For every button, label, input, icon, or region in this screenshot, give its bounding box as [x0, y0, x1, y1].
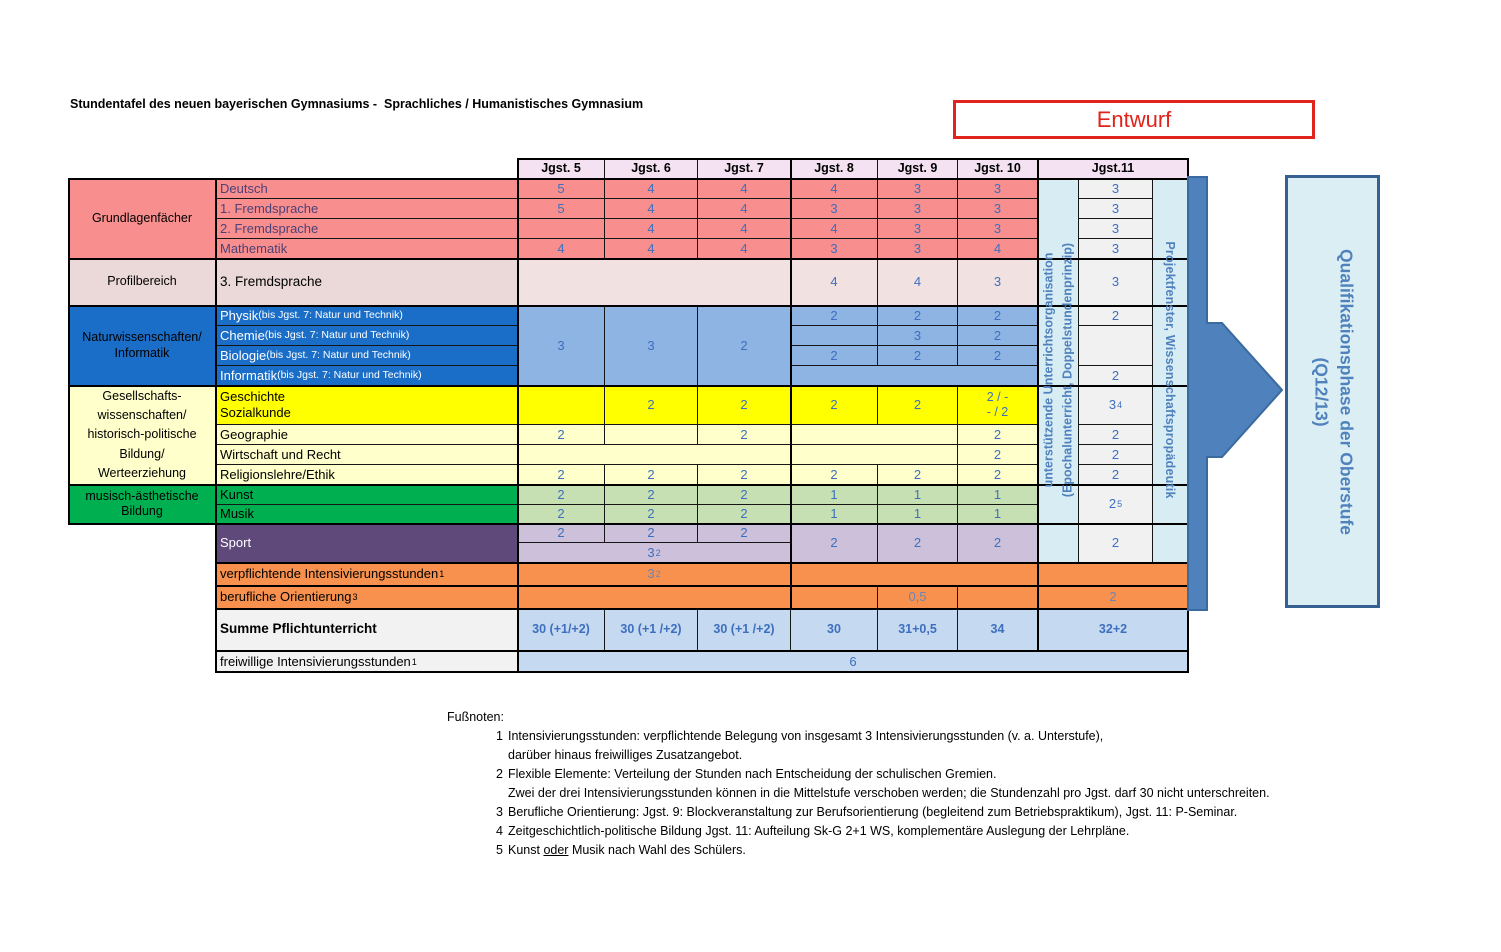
footnote-item: [489, 841, 1270, 860]
value-cell: [790, 585, 878, 609]
sum-cell: 30 (+1 /+2): [604, 608, 698, 651]
subject-cell: Geographie: [215, 424, 518, 445]
value-cell: 4: [604, 238, 698, 259]
value-cell: 2: [697, 424, 791, 445]
grid-line: [68, 305, 1189, 307]
category-cell: musisch-ästhetische Bildung: [68, 484, 216, 524]
value-cell: 1: [790, 504, 878, 524]
value-cell: 3: [517, 305, 605, 386]
grid-line: [68, 484, 1189, 486]
subject-cell: Summe Pflichtunterricht: [215, 608, 518, 651]
value-cell: 2: [790, 523, 878, 563]
j11-cell: 2: [1078, 305, 1153, 326]
footnote-item: [489, 803, 1270, 822]
footnotes-heading: Fußnoten:: [447, 710, 504, 724]
value-cell: 4: [697, 238, 791, 259]
subject-cell: Deutsch: [215, 178, 518, 199]
value-cell: 3: [877, 218, 958, 239]
value-cell: 2: [604, 484, 698, 505]
value-cell: 2: [604, 523, 698, 543]
column-header: Jgst. 7: [697, 158, 791, 179]
value-cell: 3: [957, 218, 1038, 239]
value-cell: [790, 325, 878, 346]
value-cell: 2: [957, 464, 1038, 485]
value-cell: 2: [957, 523, 1038, 563]
value-cell: 2: [697, 484, 791, 505]
value-cell: 3: [604, 305, 698, 386]
j11-cell: 3: [1078, 198, 1153, 219]
column-header: Jgst. 9: [877, 158, 958, 179]
j11-cell: 2 5: [1078, 484, 1153, 524]
value-cell: 2: [790, 385, 878, 425]
sum-cell: 30 (+1/+2): [517, 608, 605, 651]
value-cell: 2: [957, 305, 1038, 326]
j11-cell: 3 4: [1078, 385, 1153, 425]
footnote-text: Berufliche Orientierung: Jgst. 9: Blockveranstaltung zur Berufsorientierung (begleitend zum Betriebspraktikum), Jgst. 11: P-Seminar.: [508, 805, 1238, 819]
j11-cell: 3: [1078, 178, 1153, 199]
value-cell: 4: [604, 178, 698, 199]
value-cell: 3 2: [517, 542, 791, 563]
subject-cell: verpflichtende Intensivierungsstunden 1: [215, 562, 518, 586]
grid-line: [517, 158, 1189, 160]
value-cell: 3 2: [517, 562, 791, 586]
value-cell: 3: [790, 198, 878, 219]
value-cell: 2: [517, 504, 605, 524]
value-cell: 2: [877, 523, 958, 563]
footnote-item: [489, 822, 1270, 841]
value-cell: 1: [877, 504, 958, 524]
value-cell: 2: [697, 464, 791, 485]
subject-cell: Informatik (bis Jgst. 7: Natur und Technik): [215, 365, 518, 386]
value-cell: 4: [604, 218, 698, 239]
subject-cell: Mathematik: [215, 238, 518, 259]
value-cell: 4: [697, 198, 791, 219]
j11-cell: [1078, 325, 1153, 366]
subject-cell: Physik (bis Jgst. 7: Natur und Technik): [215, 305, 518, 326]
grid-line: [517, 158, 519, 673]
value-cell: 2: [877, 305, 958, 326]
value-cell: 4: [790, 258, 878, 306]
grid-line: [215, 178, 217, 673]
footnote-text: Kunst oder Musik nach Wahl des Schülers.: [508, 843, 746, 857]
grid-line: [215, 585, 1189, 587]
grid-line: [68, 178, 1189, 180]
value-cell: 2: [790, 464, 878, 485]
footnote-number: 1: [496, 729, 503, 743]
footnotes: [447, 708, 1270, 860]
grid-line: [68, 258, 1189, 260]
value-cell: 1: [877, 484, 958, 505]
subject-cell: Chemie (bis Jgst. 7: Natur und Technik): [215, 325, 518, 346]
draft-stamp-label: Entwurf: [1096, 106, 1172, 132]
value-cell: 3: [877, 325, 958, 346]
sum-cell: 30 (+1 /+2): [697, 608, 791, 651]
subject-cell: berufliche Orientierung 3: [215, 585, 518, 609]
value-cell: 4: [877, 258, 958, 306]
j11-cell: 2: [1078, 464, 1153, 485]
category-cell: Profilbereich: [68, 258, 216, 306]
value-cell: 3: [877, 178, 958, 199]
value-cell: 1: [957, 504, 1038, 524]
value-cell: [790, 365, 1038, 386]
value-cell: 4: [697, 178, 791, 199]
value-cell: 2: [517, 484, 605, 505]
footnote-text: Intensivierungsstunden: verpflichtende Belegung von insgesamt 3 Intensivierungsstunden (v. a. Unterstufe), darüber hinaus freiwilliges Zusatzangebot.: [508, 729, 1104, 762]
sum-cell: 31+0,5: [877, 608, 958, 651]
value-cell: 2: [790, 345, 878, 366]
column-header: Jgst. 8: [790, 158, 878, 179]
support-organisation-line2: (Epochalunterricht, Doppelstundenprinzip): [1059, 242, 1074, 498]
subject-cell: Wirtschaft und Recht: [215, 444, 518, 465]
value-cell: 1: [957, 484, 1038, 505]
grid-line: [68, 178, 70, 524]
value-cell: 2: [604, 504, 698, 524]
subject-cell: 1. Fremdsprache: [215, 198, 518, 219]
value-cell: [517, 585, 791, 609]
value-cell: 2: [877, 464, 958, 485]
value-cell: [517, 385, 605, 425]
value-cell: 4: [957, 238, 1038, 259]
value-cell: [790, 424, 958, 445]
j11-cell: 2: [1078, 424, 1153, 445]
value-cell: 2: [697, 305, 791, 386]
value-cell: 6: [517, 650, 1189, 673]
qualifikationsphase-line2: (Q12/13): [1310, 356, 1331, 427]
j11-cell: 2: [1078, 365, 1153, 386]
value-cell: 5: [517, 198, 605, 219]
footnote-item: [489, 727, 1270, 765]
grid-line: [215, 650, 1189, 652]
j11-cell: 3: [1078, 258, 1153, 306]
page-title: Stundentafel des neuen bayerischen Gymnasiums - Sprachliches / Humanistisches Gymnasium: [70, 97, 644, 111]
value-cell: 4: [790, 218, 878, 239]
subject-cell: freiwillige Intensivierungsstunden 1: [215, 650, 518, 673]
sum-cell: 34: [957, 608, 1038, 651]
value-cell: 0,5: [877, 585, 958, 609]
footnote-text: Flexible Elemente: Verteilung der Stunden nach Entscheidung der schulischen Gremien. Zwei der drei Intensivierungsstunden können in die Mittelstufe verschoben werden; die Stundenzahl pro Jgst. darf 30 nicht unterschreiten.: [508, 767, 1270, 800]
value-cell: 3: [877, 198, 958, 219]
value-cell: 2: [877, 385, 958, 425]
grid-line: [68, 523, 1189, 525]
grid-line: [215, 671, 1189, 673]
subject-cell: 2. Fremdsprache: [215, 218, 518, 239]
category-cell: Grundlagenfächer: [68, 178, 216, 259]
support-organisation-line1: unterstützende Unterrichtsorganisation: [1040, 252, 1055, 488]
column-header: Jgst. 6: [604, 158, 698, 179]
value-cell: 3: [790, 238, 878, 259]
grid-line: [790, 158, 792, 609]
value-cell: 3: [877, 238, 958, 259]
support-organisation-strip: [1037, 178, 1078, 562]
value-cell: 3: [957, 258, 1038, 306]
value-cell: 2: [957, 325, 1038, 346]
j11-cell: 3: [1078, 238, 1153, 259]
column-header: Jgst.11: [1037, 158, 1189, 179]
value-cell: 2: [517, 424, 605, 445]
qualifikationsphase-line1: Qualifikationsphase der Oberstufe: [1335, 248, 1356, 535]
category-cell: Gesellschafts- wissenschaften/ historisch-politische Bildung/ Werteerziehung: [68, 385, 216, 485]
footnote-number: 3: [496, 805, 503, 819]
j11-cell: 2: [1078, 523, 1153, 563]
value-cell: [517, 444, 791, 465]
grid-line: [215, 608, 1189, 610]
value-cell: 2: [957, 424, 1038, 445]
footnote-number: 2: [496, 767, 503, 781]
column-header: Jgst. 5: [517, 158, 605, 179]
grid-line: [68, 385, 1189, 387]
value-cell: 2: [697, 385, 791, 425]
project-window-label: Projektfenster, Wissenschaftspropädeutik: [1163, 241, 1177, 499]
value-cell: [790, 444, 958, 465]
subject-cell: Biologie (bis Jgst. 7: Natur und Technik): [215, 345, 518, 366]
value-cell: [1037, 562, 1189, 586]
subject-cell: Musik: [215, 504, 518, 524]
j11-cell: 2: [1078, 444, 1153, 465]
category-cell: Naturwissenschaften/ Informatik: [68, 305, 216, 386]
value-cell: 1: [790, 484, 878, 505]
value-cell: [517, 218, 605, 239]
value-cell: 2: [957, 345, 1038, 366]
j11-cell: 3: [1078, 218, 1153, 239]
value-cell: 2: [697, 504, 791, 524]
value-cell: 2 / - - / 2: [957, 385, 1038, 425]
value-cell: 4: [790, 178, 878, 199]
column-header: Jgst. 10: [957, 158, 1038, 179]
value-cell: [517, 258, 791, 306]
footnote-number: 4: [496, 824, 503, 838]
value-cell: 3: [957, 198, 1038, 219]
sum-cell: 32+2: [1037, 608, 1189, 651]
subject-cell: Religionslehre/Ethik: [215, 464, 518, 485]
value-cell: 2: [877, 345, 958, 366]
value-cell: 2: [517, 523, 605, 543]
subject-cell: Sport: [215, 523, 518, 563]
value-cell: 2: [517, 464, 605, 485]
value-cell: 5: [517, 178, 605, 199]
value-cell: 4: [697, 218, 791, 239]
footnote-item: [489, 765, 1270, 803]
value-cell: 4: [604, 198, 698, 219]
value-cell: 2: [1037, 585, 1189, 609]
subject-cell: 3. Fremdsprache: [215, 258, 518, 306]
value-cell: 2: [790, 305, 878, 326]
value-cell: 2: [957, 444, 1038, 465]
value-cell: [790, 562, 1038, 586]
subject-cell: Kunst: [215, 484, 518, 505]
footnote-text: Zeitgeschichtlich-politische Bildung Jgst. 11: Aufteilung Sk-G 2+1 WS, komplementäre Auslegung der Lehrpläne.: [508, 824, 1130, 838]
footnote-number: 5: [496, 843, 503, 857]
draft-stamp-box: [953, 100, 1315, 139]
value-cell: 2: [697, 523, 791, 543]
value-cell: 4: [517, 238, 605, 259]
value-cell: 2: [604, 464, 698, 485]
value-cell: [957, 585, 1038, 609]
value-cell: 2: [604, 385, 698, 425]
subject-cell: Geschichte Sozialkunde: [215, 385, 518, 425]
sum-cell: 30: [790, 608, 878, 651]
oberstufe-arrow-icon: [1180, 170, 1290, 615]
value-cell: 3: [957, 178, 1038, 199]
grid-line: [215, 562, 1189, 564]
qualifikationsphase-box: [1285, 175, 1380, 608]
value-cell: [604, 424, 698, 445]
